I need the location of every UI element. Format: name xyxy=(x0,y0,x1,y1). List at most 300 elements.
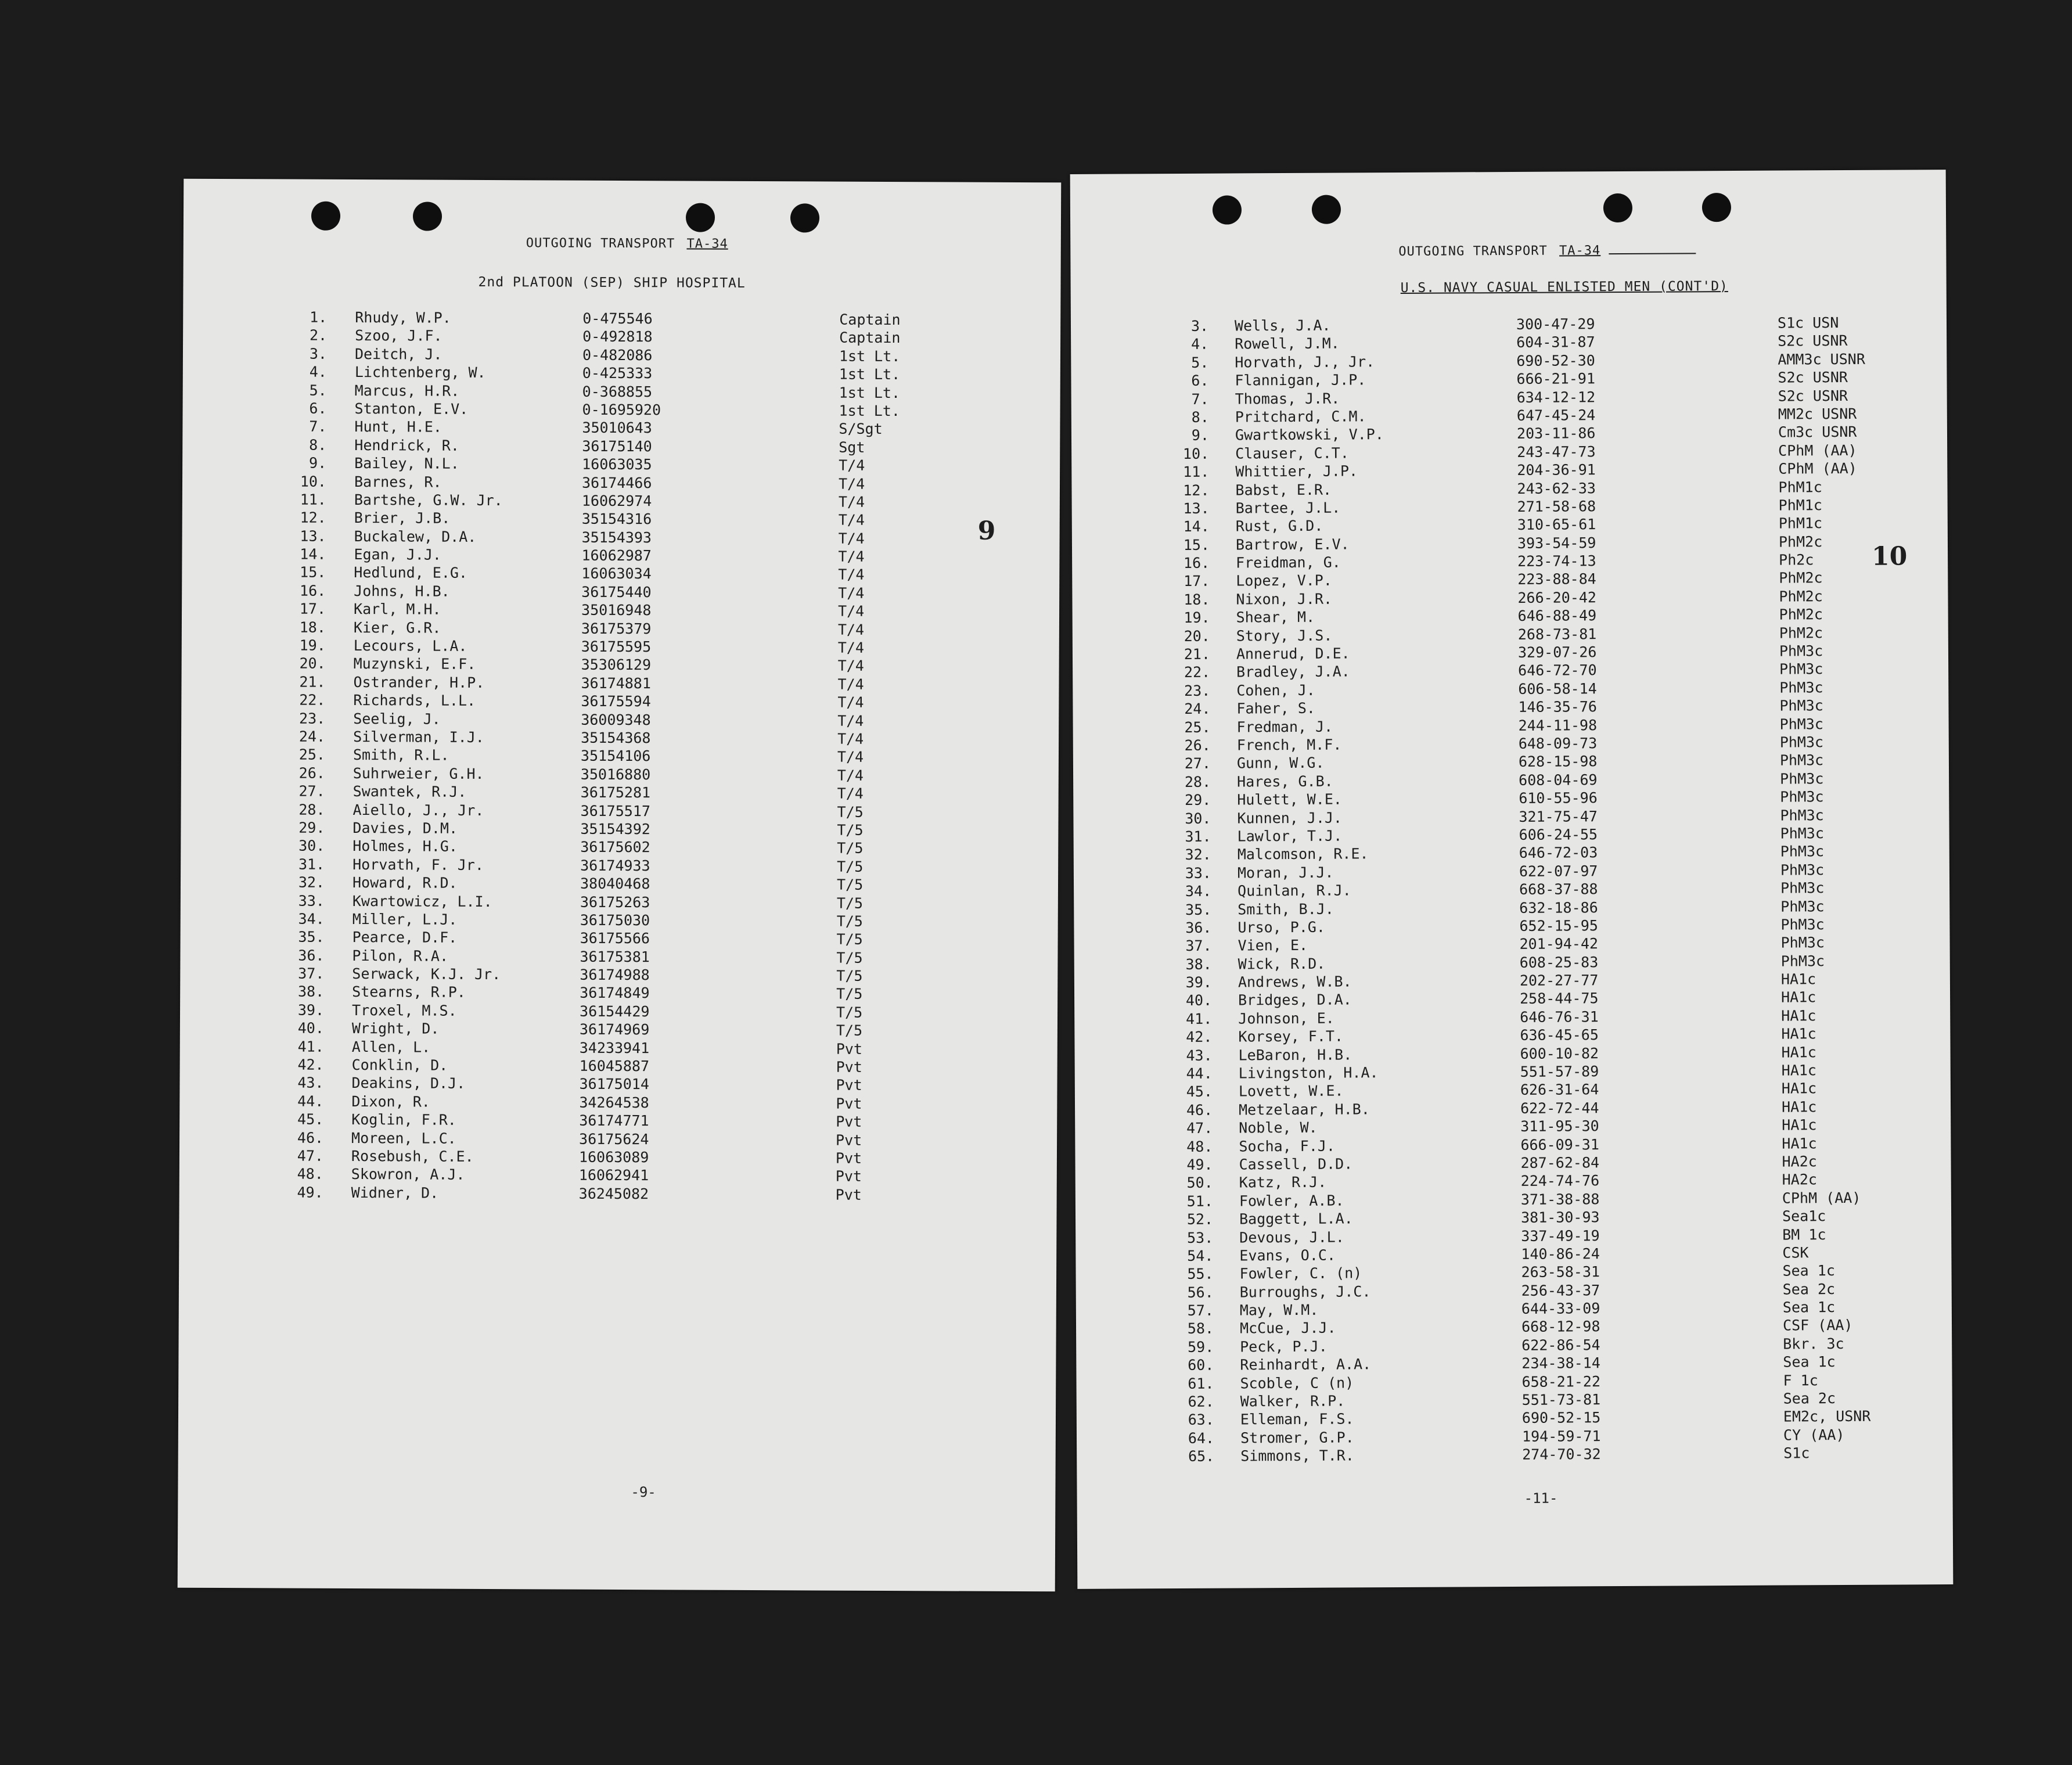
row-number: 43. xyxy=(1186,1047,1213,1064)
person-name: Quinlan, R.J. xyxy=(1238,882,1351,900)
service-number: 551-73-81 xyxy=(1521,1391,1601,1408)
row-number: 14. xyxy=(1183,518,1210,535)
rate: Sea1c xyxy=(1782,1207,1826,1225)
person-name: Fowler, C. (n) xyxy=(1239,1264,1362,1282)
row-number: 31. xyxy=(1185,828,1211,845)
person-name: Swantek, R.J. xyxy=(352,783,467,801)
row-number: 20. xyxy=(299,655,326,673)
service-number: 634-12-12 xyxy=(1516,388,1596,406)
service-number: 622-72-44 xyxy=(1520,1099,1599,1117)
person-name: Annerud, D.E. xyxy=(1236,645,1350,663)
person-name: Lichtenberg, W. xyxy=(354,364,486,382)
person-name: Walker, R.P. xyxy=(1240,1392,1346,1410)
person-name: Hendrick, R. xyxy=(354,436,459,454)
row-number: 30. xyxy=(298,837,325,855)
rank: T/5 xyxy=(836,949,863,966)
person-name: Bridges, D.A. xyxy=(1238,991,1352,1009)
punch-hole xyxy=(413,202,442,231)
person-name: Widner, D. xyxy=(351,1184,439,1202)
service-number: 203-11-86 xyxy=(1516,425,1596,443)
row-number: 24. xyxy=(1184,700,1211,718)
rank: T/4 xyxy=(837,602,865,620)
service-number: 243-62-33 xyxy=(1517,479,1596,497)
row-number: 51. xyxy=(1186,1192,1213,1210)
rate: PhM2c xyxy=(1779,569,1823,587)
serial-number: 36175379 xyxy=(581,620,652,637)
row-number: 38. xyxy=(297,983,325,1001)
row-number: 24. xyxy=(298,728,326,745)
person-name: Katz, R.J. xyxy=(1239,1174,1327,1191)
rate: CPhM (AA) xyxy=(1782,1189,1861,1207)
service-number: 223-88-84 xyxy=(1517,570,1596,588)
service-number: 244-11-98 xyxy=(1518,716,1598,734)
rank: Pvt xyxy=(836,1040,862,1058)
row-number: 60. xyxy=(1188,1356,1214,1374)
rank: T/5 xyxy=(837,821,864,839)
roster-list xyxy=(1071,313,1948,1466)
row-number: 25. xyxy=(298,746,326,764)
rank: Captain xyxy=(839,329,901,347)
row-number: 12. xyxy=(1183,481,1210,499)
serial-number: 0-425333 xyxy=(582,364,653,382)
service-number: 626-31-64 xyxy=(1520,1081,1599,1099)
person-name: Buckalew, D.A. xyxy=(354,527,477,545)
serial-number: 36175566 xyxy=(580,929,650,947)
person-name: Hedlund, E.G. xyxy=(354,564,468,582)
serial-number: 36175381 xyxy=(580,948,650,965)
service-number: 636-45-65 xyxy=(1520,1026,1599,1044)
serial-number: 16045887 xyxy=(579,1057,650,1075)
person-name: Elleman, F.S. xyxy=(1240,1410,1354,1428)
person-name: Freidman, G. xyxy=(1236,553,1341,571)
row-number: 18. xyxy=(1184,591,1210,608)
rank: T/4 xyxy=(837,712,864,729)
header-title xyxy=(1398,243,1696,259)
rank: T/4 xyxy=(837,639,865,656)
row-number: 36. xyxy=(1185,919,1212,936)
rate: HA1c xyxy=(1781,1062,1817,1079)
serial-number: 36175595 xyxy=(581,638,652,656)
person-name: Lecours, L.A. xyxy=(353,637,467,655)
service-number: 622-86-54 xyxy=(1521,1336,1600,1354)
service-number: 263-58-31 xyxy=(1521,1263,1600,1281)
person-name: Richards, L.L. xyxy=(353,692,476,710)
person-name: Lopez, V.P. xyxy=(1236,572,1332,589)
serial-number: 36175517 xyxy=(580,802,651,819)
person-name: Bailey, N.L. xyxy=(354,455,459,472)
person-name: Gwartkowski, V.P. xyxy=(1235,426,1384,444)
row-number: 7. xyxy=(309,418,327,436)
serial-number: 36174849 xyxy=(580,984,650,1002)
person-name: Szoo, J.F. xyxy=(355,327,443,345)
person-name: Skowron, A.J. xyxy=(351,1166,465,1184)
person-name: Livingston, H.A. xyxy=(1238,1064,1379,1082)
serial-number: 36154429 xyxy=(579,1002,650,1020)
person-name: Suhrweier, G.H. xyxy=(352,764,484,782)
row-number: 49. xyxy=(1186,1156,1213,1173)
serial-number: 38040468 xyxy=(580,875,650,893)
person-name: Howard, R.D. xyxy=(352,874,458,892)
row-number: 64. xyxy=(1188,1429,1215,1447)
person-name: Kwartowicz, L.I. xyxy=(352,892,492,910)
rate: Sea 1c xyxy=(1782,1299,1836,1316)
person-name: Muzynski, E.F. xyxy=(353,655,476,673)
person-name: Story, J.S. xyxy=(1236,627,1333,645)
service-number: 201-94-42 xyxy=(1519,935,1599,953)
person-name: Cassell, D.D. xyxy=(1239,1155,1353,1173)
person-name: Silverman, I.J. xyxy=(353,728,484,746)
page-number: -11- xyxy=(1524,1490,1558,1507)
rate: PhM3c xyxy=(1780,861,1825,879)
rate: PhM3c xyxy=(1779,715,1823,733)
person-name: Seelig, J. xyxy=(353,710,441,728)
section-title: 2nd PLATOON (SEP) SHIP HOSPITAL xyxy=(478,274,746,291)
serial-number: 35010643 xyxy=(582,419,652,437)
rate: HA1c xyxy=(1781,1007,1816,1025)
serial-number: 0-492818 xyxy=(582,328,653,346)
row-number: 46. xyxy=(1186,1101,1213,1119)
rate: Ph2c xyxy=(1779,551,1814,569)
row-number: 36. xyxy=(298,947,325,964)
row-number: 45. xyxy=(1186,1083,1213,1101)
row-number: 33. xyxy=(1185,864,1212,882)
person-name: Serwack, K.J. Jr. xyxy=(352,965,501,983)
row-number: 23. xyxy=(1184,682,1211,699)
service-number: 644-33-09 xyxy=(1521,1300,1600,1318)
person-name: Pearce, D.F. xyxy=(352,929,458,947)
serial-number: 36175624 xyxy=(579,1130,649,1148)
service-number: 690-52-15 xyxy=(1521,1409,1601,1427)
rate: AMM3c USNR xyxy=(1778,350,1865,368)
row-number: 15. xyxy=(1183,536,1210,553)
row-number: 19. xyxy=(299,637,326,654)
person-name: Cohen, J. xyxy=(1236,681,1315,699)
row-number: 5. xyxy=(309,382,327,399)
serial-number: 16062941 xyxy=(578,1167,649,1184)
service-number: 381-30-93 xyxy=(1520,1209,1600,1227)
service-number: 140-86-24 xyxy=(1521,1245,1600,1263)
person-name: Stearns, R.P. xyxy=(352,983,466,1001)
rate: EM2c, USNR xyxy=(1783,1408,1871,1426)
rate: HA2c xyxy=(1782,1171,1818,1188)
rate: PhM2c xyxy=(1779,588,1823,605)
rate: HA1c xyxy=(1781,1080,1817,1097)
rate: PhM2c xyxy=(1779,606,1823,623)
rank: Pvt xyxy=(835,1149,862,1167)
row-number: 27. xyxy=(298,782,325,800)
person-name: Vien, E. xyxy=(1238,937,1308,954)
rate: PhM2c xyxy=(1778,533,1823,551)
person-name: Evans, O.C. xyxy=(1239,1246,1336,1264)
rank: Pvt xyxy=(836,1131,862,1149)
person-name: Brier, J.B. xyxy=(354,509,451,527)
person-name: Rowell, J.M. xyxy=(1235,335,1340,353)
folio-number: 10 xyxy=(1871,541,1908,571)
rate: HA1c xyxy=(1781,1098,1817,1116)
service-number: 646-72-70 xyxy=(1518,662,1597,680)
person-name: Wick, R.D. xyxy=(1238,955,1326,973)
row-number: 26. xyxy=(298,764,325,782)
row-number: 40. xyxy=(1185,992,1213,1009)
row-number: 6. xyxy=(309,400,327,417)
rank: S/Sgt xyxy=(839,420,883,438)
row-number: 44. xyxy=(297,1092,324,1110)
person-name: Pilon, R.A. xyxy=(352,947,449,965)
rate: CY (AA) xyxy=(1783,1426,1845,1444)
serial-number: 16063089 xyxy=(578,1148,649,1166)
row-number: 13. xyxy=(1183,499,1210,517)
serial-number: 16063035 xyxy=(582,455,652,473)
service-number: 668-37-88 xyxy=(1519,880,1598,898)
row-number: 47. xyxy=(1186,1119,1213,1137)
rate: Sea 2c xyxy=(1783,1390,1836,1407)
right-page xyxy=(1070,170,1954,1589)
person-name: Dixon, R. xyxy=(351,1092,430,1110)
transport-code: TA-34 xyxy=(1559,243,1601,258)
person-name: Babst, E.R. xyxy=(1235,481,1332,498)
person-name: Malcomson, R.E. xyxy=(1237,845,1369,863)
rate: Sea 2c xyxy=(1782,1280,1836,1298)
service-number: 632-18-86 xyxy=(1519,898,1598,916)
service-number: 646-88-49 xyxy=(1517,607,1597,625)
rate: PhM3c xyxy=(1779,642,1823,660)
punch-hole xyxy=(1702,193,1731,222)
row-number: 50. xyxy=(1186,1174,1213,1192)
person-name: Whittier, J.P. xyxy=(1235,462,1358,480)
rank: 1st Lt. xyxy=(839,347,901,365)
rank: T/5 xyxy=(836,986,863,1003)
row-number: 53. xyxy=(1186,1229,1214,1246)
row-number: 22. xyxy=(299,691,326,709)
rate: PhM1c xyxy=(1778,497,1822,514)
rank: T/4 xyxy=(838,548,865,565)
person-name: Rosebush, C.E. xyxy=(351,1147,474,1165)
service-number: 604-31-87 xyxy=(1516,333,1595,351)
rank: T/5 xyxy=(836,912,863,930)
header-title-text: OUTGOING TRANSPORT xyxy=(526,236,675,251)
row-number: 29. xyxy=(298,819,325,836)
rate: PhM3c xyxy=(1779,660,1823,678)
punch-hole xyxy=(1312,195,1341,224)
serial-number: 0-482086 xyxy=(582,346,653,364)
rank: Captain xyxy=(839,311,901,329)
person-name: Thomas, J.R. xyxy=(1235,390,1340,408)
row-number: 54. xyxy=(1187,1247,1214,1264)
rate: Sea 1c xyxy=(1783,1353,1836,1371)
roster-list xyxy=(179,308,1055,1205)
row-number: 25. xyxy=(1184,718,1211,736)
service-number: 234-38-14 xyxy=(1521,1354,1600,1372)
transport-code: TA-34 xyxy=(686,236,728,251)
row-number: 21. xyxy=(1184,645,1211,663)
rank: Pvt xyxy=(836,1058,862,1076)
person-name: Smith, B.J. xyxy=(1238,900,1334,918)
person-name: Rust, G.D. xyxy=(1235,517,1323,535)
row-number: 3. xyxy=(1190,317,1209,335)
service-number: 224-74-76 xyxy=(1520,1172,1600,1190)
rate: PhM2c xyxy=(1779,624,1823,642)
person-name: Horvath, J., Jr. xyxy=(1235,353,1375,371)
person-name: Johnson, E. xyxy=(1238,1009,1334,1027)
roster-row xyxy=(179,1182,1051,1205)
row-number: 1. xyxy=(310,308,328,326)
rate: PhM3c xyxy=(1779,734,1824,751)
rate: Cm3c USNR xyxy=(1778,423,1857,441)
service-number: 648-09-73 xyxy=(1518,735,1598,752)
rate: HA1c xyxy=(1782,1116,1817,1134)
serial-number: 35016948 xyxy=(581,601,652,619)
row-number: 7. xyxy=(1191,390,1209,408)
rate: HA1c xyxy=(1782,1134,1817,1152)
row-number: 63. xyxy=(1188,1411,1214,1429)
row-number: 4. xyxy=(1190,336,1209,353)
row-number: 10. xyxy=(1182,445,1210,462)
serial-number: 35154316 xyxy=(581,511,652,528)
header-title xyxy=(526,236,728,251)
rate: HA1c xyxy=(1780,970,1816,988)
person-name: Bartshe, G.W. Jr. xyxy=(354,491,503,509)
row-number: 42. xyxy=(297,1056,324,1073)
row-number: 2. xyxy=(309,327,328,344)
row-number: 20. xyxy=(1184,627,1210,645)
serial-number: 36175602 xyxy=(580,839,650,856)
rate: PhM1c xyxy=(1778,515,1823,532)
row-number: 21. xyxy=(299,673,326,691)
person-name: Deakins, D.J. xyxy=(351,1074,466,1092)
person-name: Noble, W. xyxy=(1239,1119,1318,1137)
underline-blank xyxy=(1609,252,1696,254)
person-name: Davies, D.M. xyxy=(352,819,458,837)
row-number: 32. xyxy=(1185,846,1211,864)
service-number: 256-43-37 xyxy=(1521,1281,1600,1299)
row-number: 26. xyxy=(1184,736,1211,754)
rank: T/4 xyxy=(837,749,864,766)
row-number: 28. xyxy=(298,801,325,818)
row-number: 38. xyxy=(1185,955,1212,973)
row-number: 41. xyxy=(297,1038,324,1055)
service-number: 608-04-69 xyxy=(1519,771,1598,789)
service-number: 311-95-30 xyxy=(1520,1117,1599,1135)
service-number: 268-73-81 xyxy=(1517,625,1597,643)
serial-number: 36174466 xyxy=(581,474,652,491)
person-name: Devous, J.L. xyxy=(1239,1228,1344,1246)
rate: HA2c xyxy=(1782,1153,1817,1170)
rank: Pvt xyxy=(836,1113,862,1131)
row-number: 19. xyxy=(1184,609,1210,627)
rate: BM 1c xyxy=(1782,1225,1826,1243)
person-name: Deitch, J. xyxy=(354,345,443,363)
row-number: 16. xyxy=(1183,554,1210,572)
row-number: 57. xyxy=(1187,1302,1214,1320)
row-number: 40. xyxy=(297,1019,324,1037)
serial-number: 36174988 xyxy=(580,966,650,984)
service-number: 146-35-76 xyxy=(1518,698,1597,716)
rank: T/5 xyxy=(836,1022,863,1040)
person-name: Kier, G.R. xyxy=(353,619,441,637)
row-number: 10. xyxy=(300,473,327,490)
rank: T/4 xyxy=(838,475,865,493)
row-number: 44. xyxy=(1186,1065,1213,1082)
serial-number: 36175030 xyxy=(580,911,650,929)
rate: S1c USN xyxy=(1777,314,1839,332)
person-name: Baggett, L.A. xyxy=(1239,1210,1353,1228)
row-number: 45. xyxy=(297,1110,324,1128)
row-number: 6. xyxy=(1191,372,1209,390)
rank: T/4 xyxy=(838,493,865,511)
person-name: Andrews, W.B. xyxy=(1238,973,1352,991)
person-name: Stanton, E.V. xyxy=(354,400,469,418)
person-name: Hulett, W.E. xyxy=(1237,790,1342,808)
service-number: 321-75-47 xyxy=(1519,807,1598,825)
serial-number: 34264538 xyxy=(579,1094,649,1112)
punch-hole xyxy=(311,202,340,231)
person-name: Bradley, J.A. xyxy=(1236,663,1350,681)
serial-number: 36175440 xyxy=(581,583,652,601)
service-number: 287-62-84 xyxy=(1520,1154,1600,1171)
row-number: 65. xyxy=(1188,1447,1215,1465)
rate: CSF (AA) xyxy=(1782,1317,1853,1335)
rate: PhM3c xyxy=(1780,825,1824,842)
row-number: 52. xyxy=(1186,1210,1214,1228)
person-name: Gunn, W.G. xyxy=(1236,754,1325,772)
rank: Pvt xyxy=(836,1095,862,1112)
row-number: 13. xyxy=(300,527,326,545)
rank: 1st Lt. xyxy=(839,384,901,401)
person-name: Urso, P.G. xyxy=(1238,918,1326,936)
rank: T/4 xyxy=(838,511,865,529)
serial-number: 0-475546 xyxy=(582,310,653,328)
row-number: 47. xyxy=(297,1147,324,1164)
service-number: 666-21-91 xyxy=(1516,370,1596,388)
person-name: Nixon, J.R. xyxy=(1236,590,1333,608)
rank: T/5 xyxy=(836,967,863,984)
rate: S2c USNR xyxy=(1778,332,1848,350)
row-number: 29. xyxy=(1185,791,1211,809)
person-name: Karl, M.H. xyxy=(354,601,441,618)
service-number: 646-72-03 xyxy=(1519,844,1598,862)
rank: T/4 xyxy=(838,566,865,584)
rate: S2c USNR xyxy=(1778,387,1848,405)
person-name: Scoble, C (n) xyxy=(1240,1374,1354,1392)
rate: PhM3c xyxy=(1780,916,1825,933)
row-number: 48. xyxy=(1186,1138,1213,1155)
service-number: 194-59-71 xyxy=(1521,1428,1601,1445)
row-number: 61. xyxy=(1188,1375,1214,1392)
rate: CPhM (AA) xyxy=(1778,460,1857,477)
row-number: 8. xyxy=(309,436,327,454)
row-number: 41. xyxy=(1186,1010,1213,1027)
section-title: U.S. NAVY CASUAL ENLISTED MEN (CONT'D) xyxy=(1400,279,1728,296)
punch-hole xyxy=(1603,193,1632,222)
rank: T/4 xyxy=(837,785,864,802)
serial-number: 35306129 xyxy=(581,656,652,674)
serial-number: 35154392 xyxy=(580,820,650,838)
rate: PhM3c xyxy=(1780,806,1824,824)
serial-number: 16062974 xyxy=(581,492,652,510)
rank: 1st Lt. xyxy=(839,365,901,383)
service-number: 271-58-68 xyxy=(1517,498,1596,515)
service-number: 243-47-73 xyxy=(1517,443,1596,461)
service-number: 329-07-26 xyxy=(1517,644,1597,661)
row-number: 27. xyxy=(1184,755,1211,772)
person-name: Burroughs, J.C. xyxy=(1239,1282,1371,1301)
person-name: Koglin, F.R. xyxy=(351,1111,456,1128)
rate: PhM3c xyxy=(1780,934,1825,951)
row-number: 4. xyxy=(309,363,327,380)
person-name: Horvath, F. Jr. xyxy=(352,855,484,873)
serial-number: 34233941 xyxy=(579,1039,650,1056)
person-name: Lovett, W.E. xyxy=(1238,1082,1344,1100)
